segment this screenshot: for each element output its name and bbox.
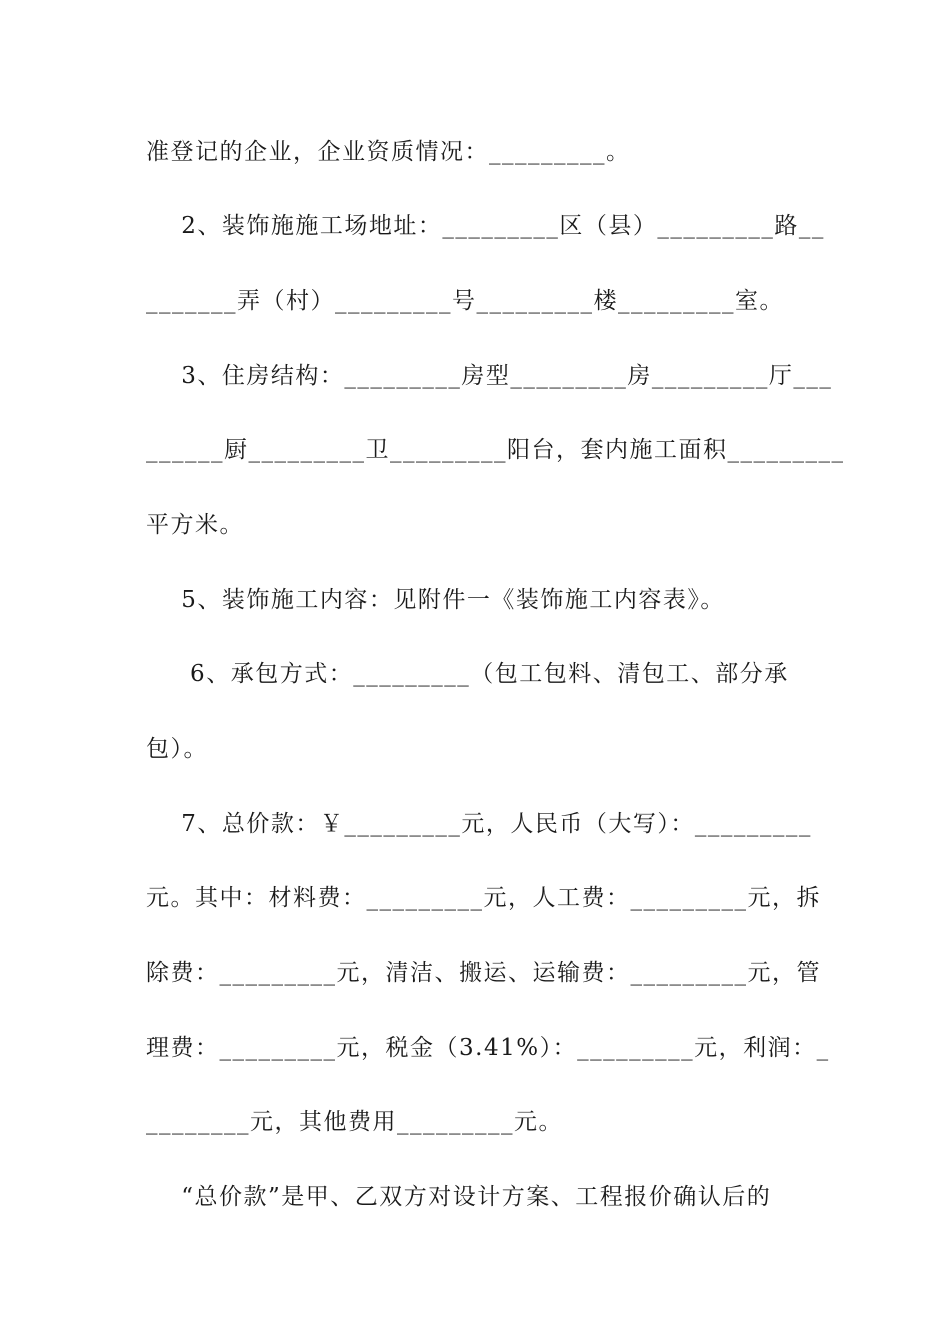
text-line: 7、总价款：￥_________元，人民币（大写）：_________ xyxy=(146,811,812,837)
text-line: ________元，其他费用_________元。 xyxy=(146,1109,563,1135)
text-line: 除费：_________元，清洁、搬运、运输费：_________元，管 xyxy=(146,960,821,986)
text-line: 准登记的企业，企业资质情况：_________。 xyxy=(146,139,631,165)
text-line: 5、装饰施工内容：见附件一《装饰施工内容表》。 xyxy=(146,587,725,613)
text-line: 2、装饰施施工场地址：_________区（县）_________路__ xyxy=(146,213,825,239)
text-line: 元。其中：材料费：_________元，人工费：_________元，拆 xyxy=(146,885,821,911)
text-line: _______弄（村）_________号_________楼_________室。 xyxy=(146,288,784,314)
text-line: 包）。 xyxy=(146,736,208,762)
text-line: “总价款”是甲、乙双方对设计方案、工程报价确认后的 xyxy=(146,1184,772,1210)
text-line: ______厨_________卫_________阳台，套内施工面积_________ xyxy=(146,437,845,463)
text-line: 平方米。 xyxy=(146,512,244,538)
text-line: 3、住房结构：_________房型_________房_________厅___ xyxy=(146,363,833,389)
text-line: 理费：_________元，税金（3.41%）：_________元，利润：_ xyxy=(146,1035,830,1061)
text-line: 6、承包方式：_________（包工包料、清包工、部分承 xyxy=(146,661,789,687)
